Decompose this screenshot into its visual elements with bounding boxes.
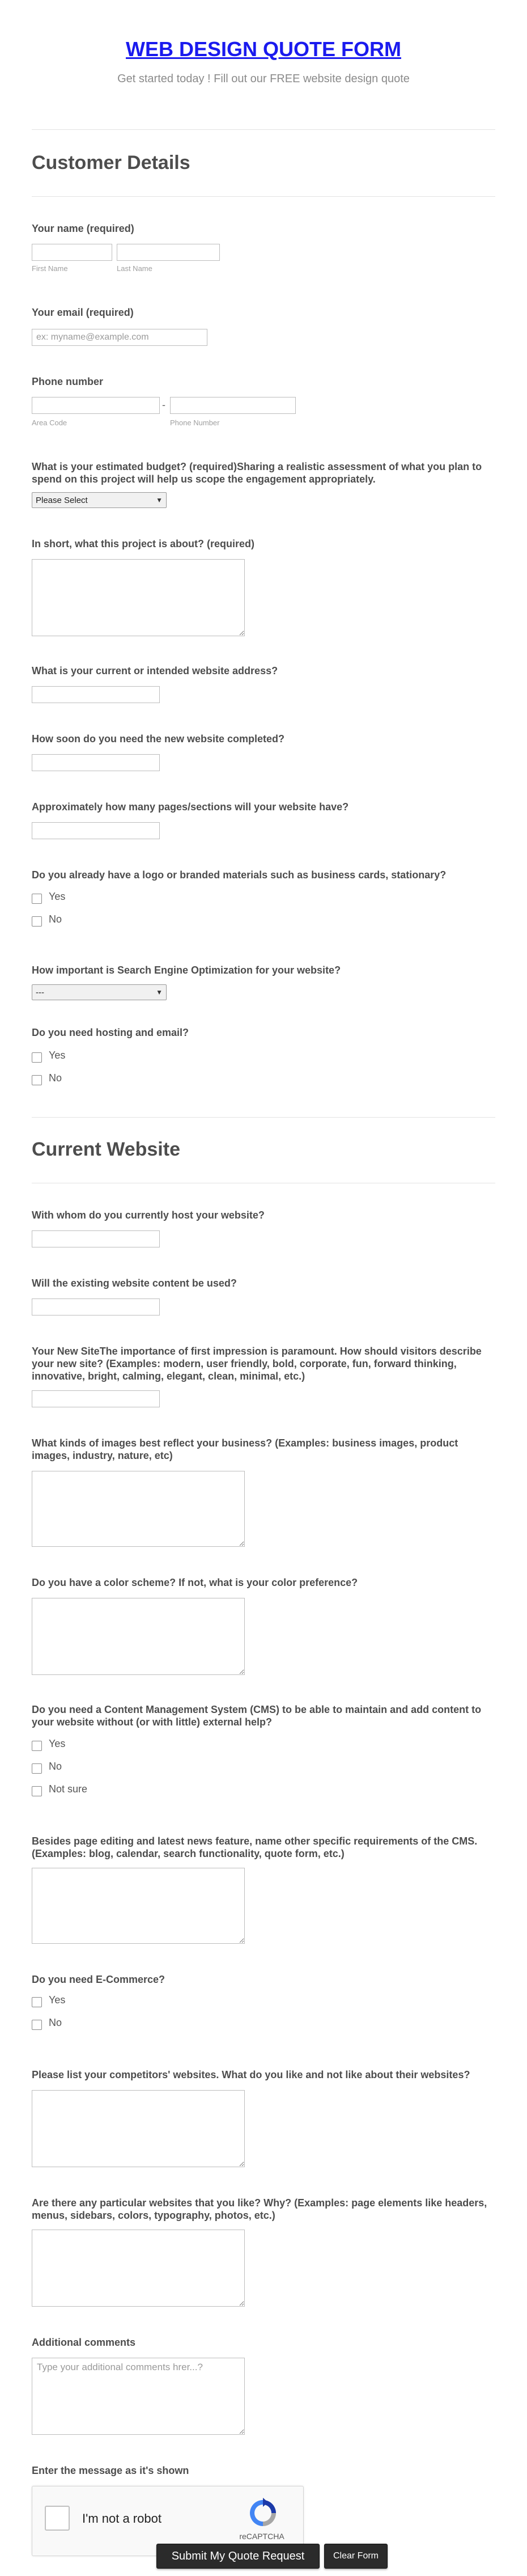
clear-form-button[interactable]: Clear Form — [324, 2544, 388, 2569]
logo-option-yes[interactable] — [32, 889, 65, 904]
last-name-sublabel: Last Name — [117, 264, 152, 273]
area-code-input[interactable] — [32, 397, 160, 414]
last-name-input[interactable] — [117, 244, 220, 261]
budget-label: What is your estimated budget? (required)Sharing a realistic assessment of what you plan to spend on this project will help us scope the engagement appropriately. — [32, 461, 482, 485]
existing-content-input[interactable] — [32, 1298, 160, 1316]
captcha-label: Enter the message as it's shown — [32, 2465, 189, 2476]
option-label: Yes — [49, 1994, 66, 2006]
competitors-textarea[interactable] — [32, 2090, 245, 2167]
ecommerce-option-no[interactable] — [32, 2015, 62, 2030]
cms-requirements-label: Besides page editing and latest news feature, name other specific requirements of the CMS. (Examples: blog, calendar, search functionality, quote form, etc.) — [32, 1835, 478, 1859]
like-sites-textarea[interactable] — [32, 2230, 245, 2307]
project-label: In short, what this project is about? (required) — [32, 538, 255, 549]
recaptcha-brand: reCAPTCHA — [239, 2532, 284, 2541]
option-label: No — [49, 1072, 62, 1084]
seo-label: How important is Search Engine Optimization for your website? — [32, 965, 341, 976]
recaptcha-label: I'm not a robot — [82, 2511, 162, 2526]
logo-label: Do you already have a logo or branded materials such as business cards, stationary? — [32, 869, 447, 881]
option-label: No — [49, 913, 62, 925]
submit-button[interactable]: Submit My Quote Request — [156, 2544, 320, 2569]
recaptcha-logo-icon — [246, 2497, 279, 2530]
additional-comments-label: Additional comments — [32, 2337, 136, 2348]
option-label: Not sure — [49, 1783, 88, 1795]
ecommerce-option-yes[interactable] — [32, 1993, 65, 2007]
hosting-option-no[interactable] — [32, 1071, 62, 1085]
host-label: With whom do you currently host your website? — [32, 1209, 265, 1221]
option-label: Yes — [49, 1737, 66, 1749]
chevron-down-icon: ▼ — [156, 988, 163, 996]
phone-label: Phone number — [32, 376, 104, 387]
checkbox[interactable] — [32, 916, 42, 927]
like-sites-label: Are there any particular websites that you like? Why? (Examples: page elements like headers, menus, sidebars, colors, typography, photos, etc.) — [32, 2197, 487, 2221]
logo-option-no[interactable] — [32, 912, 62, 927]
hosting-label: Do you need hosting and email? — [32, 1027, 189, 1038]
budget-select[interactable] — [32, 492, 167, 508]
area-code-sublabel: Area Code — [32, 418, 67, 427]
hosting-option-yes[interactable] — [32, 1048, 65, 1063]
website-address-input[interactable] — [32, 686, 160, 703]
pages-input[interactable] — [32, 822, 160, 839]
project-textarea[interactable] — [32, 559, 245, 636]
seo-select[interactable] — [32, 984, 167, 1000]
cms-option-yes[interactable] — [32, 1736, 65, 1751]
seo-select-value: --- — [36, 987, 44, 997]
phone-number-sublabel: Phone Number — [170, 418, 220, 427]
color-textarea[interactable] — [32, 1598, 245, 1675]
name-label: Your name (required) — [32, 223, 134, 234]
images-textarea[interactable] — [32, 1471, 245, 1547]
cms-label: Do you need a Content Management System (CMS) to be able to maintain and add content to your website without (or with little) external help? — [32, 1704, 482, 1728]
cms-option-not-sure[interactable] — [32, 1782, 87, 1796]
form-subtitle: Get started today ! Fill out our FREE website design quote — [117, 73, 410, 85]
host-input[interactable] — [32, 1230, 160, 1247]
recaptcha-checkbox[interactable] — [45, 2506, 70, 2531]
new-site-label: Your New SiteThe importance of first impression is paramount. How should visitors describe your new site? (Examples: modern, user friendly, bold, corporate, fun, forward thinking, innovative, bright, calming, elegant, clean, minimal, etc.) — [32, 1346, 482, 1382]
phone-dash: - — [162, 399, 165, 411]
additional-comments-textarea[interactable] — [32, 2358, 245, 2435]
website-address-label: What is your current or intended website address? — [32, 665, 278, 676]
email-input[interactable] — [32, 329, 207, 346]
first-name-input[interactable] — [32, 244, 112, 261]
images-label: What kinds of images best reflect your business? (Examples: business images, product images, industry, nature, etc) — [32, 1437, 458, 1461]
checkbox[interactable] — [32, 1052, 42, 1063]
chevron-down-icon: ▼ — [156, 496, 163, 504]
option-label: Yes — [49, 890, 66, 902]
pages-label: Approximately how many pages/sections will your website have? — [32, 801, 349, 813]
checkbox[interactable] — [32, 1763, 42, 1774]
option-label: No — [49, 1760, 62, 1772]
how-soon-label: How soon do you need the new website completed? — [32, 733, 285, 745]
checkbox[interactable] — [32, 1786, 42, 1796]
section-heading-customer-details: Customer Details — [32, 152, 190, 174]
existing-content-label: Will the existing website content be used? — [32, 1278, 237, 1289]
checkbox[interactable] — [32, 2020, 42, 2030]
divider — [32, 129, 495, 130]
checkbox[interactable] — [32, 894, 42, 904]
cms-requirements-textarea[interactable] — [32, 1868, 245, 1944]
divider — [32, 196, 495, 197]
ecommerce-label: Do you need E-Commerce? — [32, 1974, 165, 1985]
checkbox[interactable] — [32, 1075, 42, 1085]
divider — [32, 1117, 495, 1118]
how-soon-input[interactable] — [32, 754, 160, 771]
new-site-input[interactable] — [32, 1390, 160, 1407]
form-title[interactable]: WEB DESIGN QUOTE FORM — [126, 37, 401, 61]
budget-select-value: Please Select — [36, 495, 88, 505]
section-heading-current-website: Current Website — [32, 1139, 180, 1160]
checkbox[interactable] — [32, 1997, 42, 2007]
checkbox[interactable] — [32, 1741, 42, 1751]
email-label: Your email (required) — [32, 307, 134, 318]
option-label: No — [49, 2016, 62, 2028]
cms-option-no[interactable] — [32, 1759, 62, 1774]
color-label: Do you have a color scheme? If not, what is your color preference? — [32, 1577, 358, 1588]
phone-number-input[interactable] — [170, 397, 296, 414]
competitors-label: Please list your competitors' websites. What do you like and not like about their websites? — [32, 2069, 470, 2080]
first-name-sublabel: First Name — [32, 264, 68, 273]
option-label: Yes — [49, 1049, 66, 1061]
